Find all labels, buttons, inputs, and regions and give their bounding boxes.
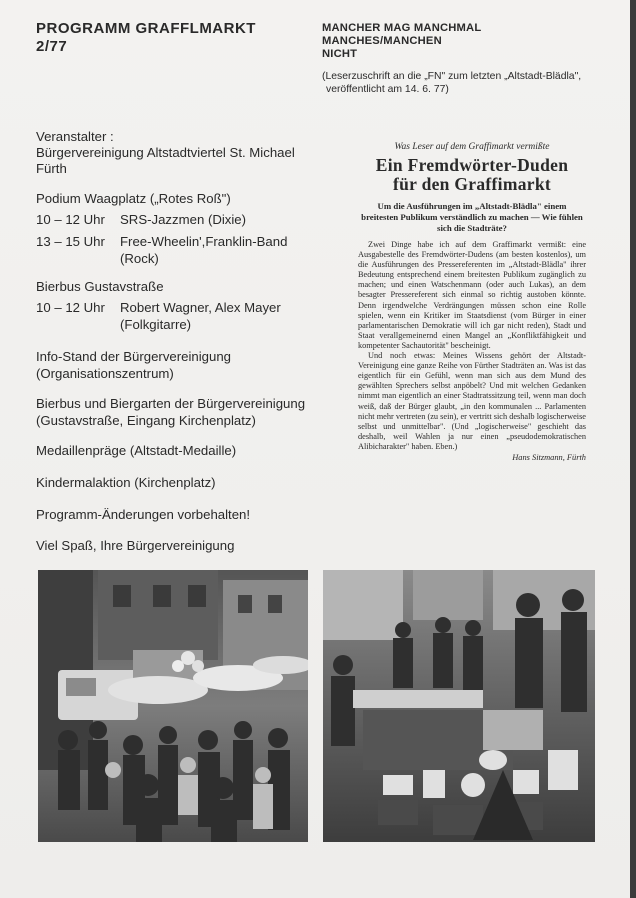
row-act: Robert Wagner, Alex Mayer — [120, 300, 281, 315]
market-street-photo — [38, 570, 308, 842]
newspaper-clipping — [358, 142, 586, 462]
program-title: PROGRAMM GRAFFLMARKT — [36, 20, 256, 37]
clipping-kicker: Was Leser auf dem Graffimarkt vermißte — [394, 142, 550, 152]
flea-market-photo-image — [323, 570, 595, 842]
row-act: Free-Wheelin',Franklin-Band — [120, 234, 288, 249]
clipping-author: Hans Sitzmann, Fürth — [512, 452, 586, 462]
market-street-photo-image — [38, 570, 308, 842]
headline-line1: Ein Fremdwörter-Duden — [375, 155, 569, 175]
row-time: 10 – 12 Uhr — [36, 212, 105, 227]
stage1-row-genre: (Rock) — [120, 251, 159, 266]
medal-press: Medaillenpräge (Altstadt-Medaille) — [36, 443, 237, 458]
clipping-paragraph: Und noch etwas: Meines Wissens gehört der Altstadt-Vereinigung eine ganze Reihe von Fürther Stadträten an. Was ist das eigentlich für ein Gefühl, wenn man sich aus dem Mund des gewählten Sprechers selbst anpöbelt? Und mit welchen Gedanken nimmt man eigentlich an einer Stadtratssitzung teil, wenn man doch weiß, daß der Bürger glaubt, „in den kommunalen ... Parlamenten nicht mehr vertreten (zu sein), er vertritt sich deshalb logischerweise selbst und unmittelbar". (Und „logischerweise" geschieht das deshalb, weil Wahlen ja nur einen „pseudodemokratischen Alibicharakter" haben. Eben.) — [358, 351, 586, 451]
organizer-label: Veranstalter : — [36, 129, 114, 144]
info-stand-sub: (Organisationszentrum) — [36, 366, 174, 381]
headline-line2: für den Graffimarkt — [393, 174, 551, 194]
stage2-row — [36, 299, 281, 316]
stage1-row — [36, 211, 246, 228]
scan-edge — [630, 0, 636, 898]
program-number: 2/77 — [36, 38, 68, 55]
row-time: 10 – 12 Uhr — [36, 300, 105, 315]
organizer-city: Fürth — [36, 161, 67, 176]
row-act: SRS-Jazzmen (Dixie) — [120, 212, 247, 227]
kids-painting: Kindermalaktion (Kirchenplatz) — [36, 475, 216, 490]
stage2-title: Bierbus Gustavstraße — [36, 279, 164, 294]
organizer-name: Bürgervereinigung Altstadtviertel St. Michael — [36, 145, 295, 160]
stage1-row — [36, 233, 287, 250]
letter-heading: MANCHER MAG MANCHMAL MANCHES/MANCHEN — [322, 22, 482, 47]
letter-note: (Leserzuschrift an die „FN" zum letzten „Altstadt-Blädla", — [322, 71, 582, 83]
row-time: 13 – 15 Uhr — [36, 234, 105, 249]
clipping-headline — [358, 156, 586, 194]
letter-heading-cont: NICHT — [322, 48, 358, 60]
beer-garden: Bierbus und Biergarten der Bürgervereinigung — [36, 396, 306, 411]
closing-line: Viel Spaß, Ihre Bürgervereinigung — [36, 538, 235, 553]
beer-garden-sub: (Gustavstraße, Eingang Kirchenplatz) — [36, 413, 256, 428]
info-stand: Info-Stand der Bürgervereinigung — [36, 349, 232, 364]
changes-notice: Programm-Änderungen vorbehalten! — [36, 507, 251, 522]
letter-note-date: veröffentlicht am 14. 6. 77) — [326, 84, 449, 96]
flea-market-photo — [323, 570, 595, 842]
letter-column — [322, 22, 602, 61]
clipping-paragraph: Zwei Dinge habe ich auf dem Graffimarkt vermißt: eine Ausgabestelle des Fremdwörter-Dudens (am besten kostenlos), um die Ausführungen des Pressereferenten im „Altstadt-Blädla" ihrer Bedeutung entsprechend einem breitesten Publikum zugänglich zu machen; und einen Watschenmann (oder auch Lukas), an dem besagter Pressereferent sich einmal so richtig austoben könnte. Denn irgendwelche Verdrängungen müssen schon eine Rolle spielen, wenn ein Kritiker im Staatsdienst (vom Bürger in einer parlamentarischen Demokratie will ich gar nicht reden), Stadt und Staat verallgemeinernd einen Mangel an „Konfliktfähigkeit und kompetenter Sachautorität" bescheinigt. — [358, 240, 586, 350]
stage1-title: Podium Waagplatz („Rotes Roß") — [36, 191, 231, 206]
clipping-subhead: Um die Ausführungen im „Altstadt-Blädla" einem breitesten Publikum verständlich zu machen — Wie fühlen sich die Stadträte? — [361, 201, 583, 233]
program-column — [36, 20, 306, 56]
stage2-row-genre: (Folkgitarre) — [120, 317, 192, 332]
